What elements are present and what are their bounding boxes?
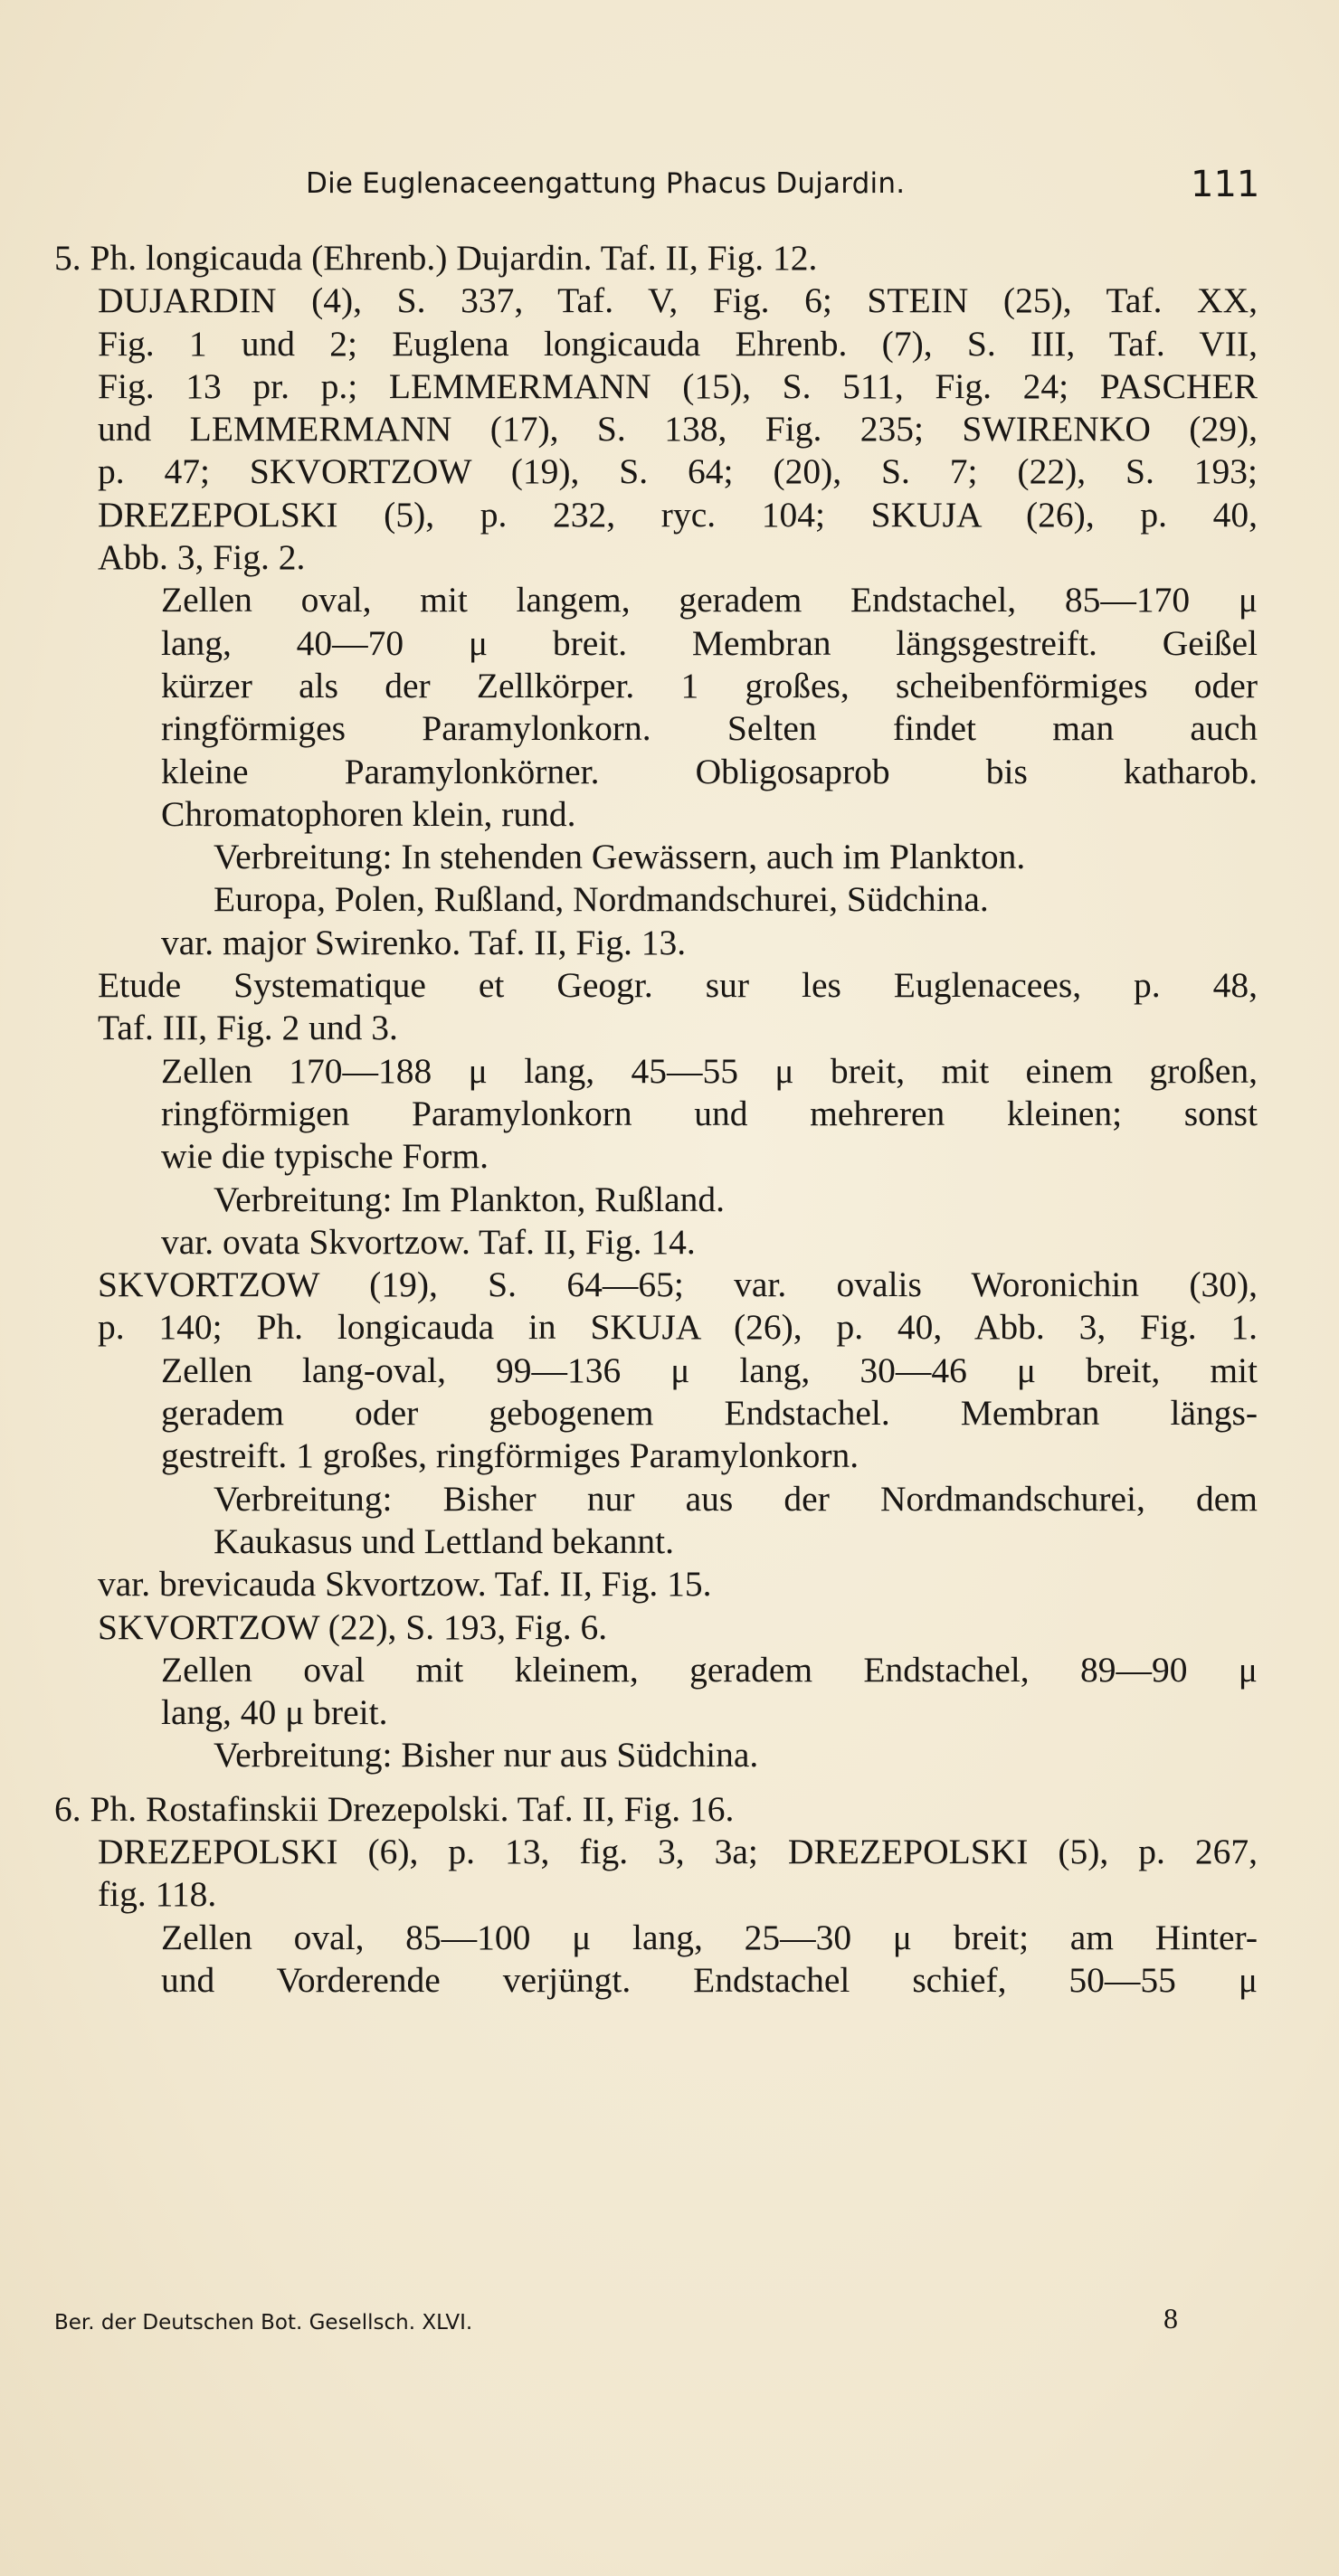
- sheet-signature: 8: [1163, 2302, 1178, 2334]
- text-line: Etude Systematique et Geogr. sur les Euglenacees, p. 48,: [98, 965, 1258, 1006]
- text-line: var. brevicauda Skvortzow. Taf. II, Fig. 15.: [98, 1564, 712, 1605]
- text-line: Taf. III, Fig. 2 und 3.: [98, 1008, 398, 1048]
- text-line: kleine Paramylonkörner. Obligosaprob bis katharob.: [161, 751, 1258, 791]
- text-line: DREZEPOLSKI (6), p. 13, fig. 3, 3a; DREZEPOLSKI (5), p. 267,: [98, 1831, 1258, 1871]
- text-line: 6. Ph. Rostafinskii Drezepolski. Taf. II, Fig. 16.: [54, 1788, 735, 1829]
- header-title: Die Euglenaceengattung Phacus Dujardin.: [306, 167, 906, 200]
- text-line: Verbreitung: Bisher nur aus der Nordmandschurei, dem: [214, 1478, 1258, 1519]
- text-line: Zellen 170—188 μ lang, 45—55 μ breit, mit einem großen,: [161, 1050, 1258, 1091]
- text-line: SKVORTZOW (19), S. 64—65; var. ovalis Woronichin (30),: [98, 1264, 1258, 1305]
- text-line: ringförmigen Paramylonkorn und mehreren kleinen; sonst: [161, 1093, 1258, 1133]
- text-line: lang, 40 μ breit.: [161, 1692, 388, 1733]
- text-line: Zellen oval, mit langem, geradem Endstachel, 85—170 μ: [161, 580, 1258, 620]
- text-line: und LEMMERMANN (17), S. 138, Fig. 235; SWIRENKO (29),: [98, 409, 1258, 450]
- text-line: Fig. 13 pr. p.; LEMMERMANN (15), S. 511, Fig. 24; PASCHER: [98, 365, 1258, 406]
- running-header: [0, 158, 1339, 213]
- text-line: DREZEPOLSKI (5), p. 232, ryc. 104; SKUJA (26), p. 40,: [98, 494, 1258, 535]
- text-line: Verbreitung: Bisher nur aus Südchina.: [214, 1735, 759, 1776]
- text-line: Verbreitung: In stehenden Gewässern, auch im Plankton.: [214, 837, 1026, 877]
- text-line: wie die typische Form.: [161, 1136, 489, 1177]
- section-gap: [54, 1777, 1258, 1788]
- text-line: var. ovata Skvortzow. Taf. II, Fig. 14.: [161, 1221, 696, 1262]
- text-line: Zellen lang-oval, 99—136 μ lang, 30—46 μ breit, mit: [161, 1350, 1258, 1390]
- page-number: 111: [1191, 164, 1260, 205]
- text-line: lang, 40—70 μ breit. Membran längsgestreift. Geißel: [161, 622, 1258, 663]
- text-line: DUJARDIN (4), S. 337, Taf. V, Fig. 6; STEIN (25), Taf. XX,: [98, 280, 1258, 321]
- text-line: kürzer als der Zellkörper. 1 großes, scheibenförmiges oder: [161, 665, 1258, 706]
- text-line: Verbreitung: Im Plankton, Rußland.: [214, 1179, 725, 1219]
- text-line: Zellen oval, 85—100 μ lang, 25—30 μ breit; am Hinter-: [161, 1917, 1258, 1957]
- text-line: p. 140; Ph. longicauda in SKUJA (26), p. 40, Abb. 3, Fig. 1.: [98, 1307, 1258, 1348]
- text-line: Zellen oval mit kleinem, geradem Endstachel, 89—90 μ: [161, 1649, 1258, 1690]
- text-line: Fig. 1 und 2; Euglena longicauda Ehrenb. (7), S. III, Taf. VII,: [98, 323, 1258, 364]
- text-line: und Vorderende verjüngt. Endstachel schief, 50—55 μ: [161, 1959, 1258, 2000]
- text-line: fig. 118.: [98, 1874, 217, 1915]
- body-text: [54, 237, 1258, 2002]
- text-line: 5. Ph. longicauda (Ehrenb.) Dujardin. Taf. II, Fig. 12.: [54, 238, 818, 278]
- text-line: p. 47; SKVORTZOW (19), S. 64; (20), S. 7; (22), S. 193;: [98, 451, 1258, 492]
- text-line: gestreift. 1 großes, ringförmiges Paramylonkorn.: [161, 1435, 859, 1476]
- text-line: Kaukasus und Lettland bekannt.: [214, 1520, 674, 1561]
- journal-footer: Ber. der Deutschen Bot. Gesellsch. XLVI.: [54, 2311, 473, 2334]
- text-line: Europa, Polen, Rußland, Nordmandschurei, Südchina.: [214, 879, 989, 920]
- text-line: ringförmiges Paramylonkorn. Selten findet man auch: [161, 708, 1258, 749]
- text-line: var. major Swirenko. Taf. II, Fig. 13.: [161, 922, 687, 962]
- text-line: Abb. 3, Fig. 2.: [98, 537, 306, 578]
- page-footer: [0, 2302, 1339, 2356]
- text-line: SKVORTZOW (22), S. 193, Fig. 6.: [98, 1606, 608, 1647]
- text-line: Chromatophoren klein, rund.: [161, 793, 576, 834]
- text-line: geradem oder gebogenem Endstachel. Membran längs-: [161, 1393, 1258, 1434]
